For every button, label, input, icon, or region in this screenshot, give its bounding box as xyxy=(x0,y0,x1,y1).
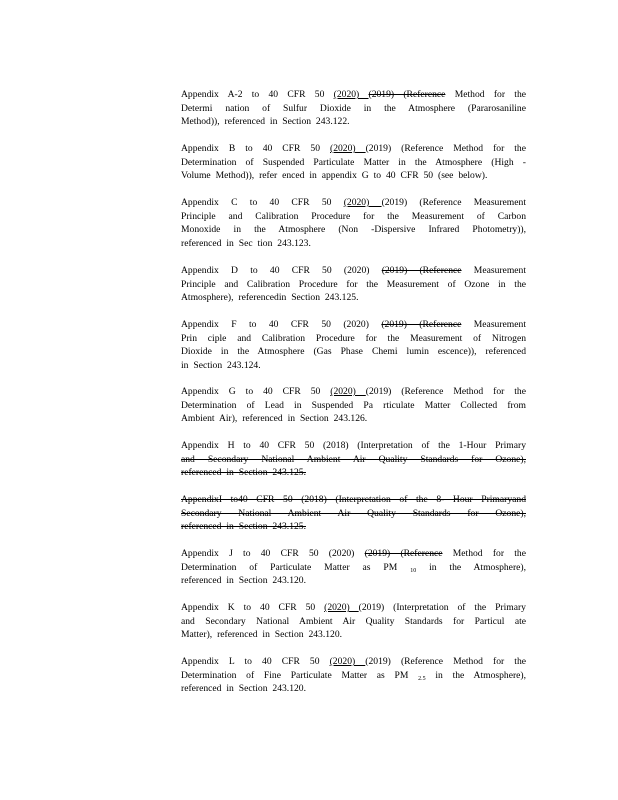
text-segment: Appendix K to 40 CFR 50 xyxy=(181,602,325,613)
text-line xyxy=(181,196,526,210)
text-segment: Prin ciple and Calibration Procedure for the Measurement of Nitrogen xyxy=(181,332,526,344)
text-segment: Appendix A-2 to 40 CFR 50 xyxy=(181,89,334,100)
text-line xyxy=(181,223,526,237)
text-line xyxy=(181,547,526,561)
deleted-text: (2019) (Reference xyxy=(381,265,462,276)
text-segment: Measurement xyxy=(461,319,526,330)
text-line xyxy=(181,439,526,453)
text-segment: Appendix G to 40 CFR 50 xyxy=(181,386,331,397)
paragraph-appendix-d xyxy=(181,264,526,305)
text-line xyxy=(181,210,526,224)
text-line xyxy=(181,115,526,129)
text-line xyxy=(181,385,526,399)
text-segment: Method for the xyxy=(442,548,526,559)
deleted-text: AppendixI to40 CFR 50 (2018) (Interpretation of the 8- Hour Primaryand xyxy=(181,494,526,505)
paragraph-appendix-a2 xyxy=(181,88,526,129)
deleted-text: (2019) (Reference xyxy=(364,548,443,559)
paragraph-appendix-j xyxy=(181,547,526,588)
paragraph-appendix-f xyxy=(181,318,526,372)
text-segment: (2019) (Reference Method for the xyxy=(365,143,526,154)
text-segment: referenced in Sec tion 243.123. xyxy=(181,237,311,249)
text-segment: in the Atmosphere), xyxy=(425,669,526,681)
text-line xyxy=(181,237,526,251)
text-line xyxy=(181,291,526,305)
text-segment: Determination of Suspended Particulate Matter in the Atmosphere (High - xyxy=(181,156,526,168)
text-segment: Appendix L to 40 CFR 50 xyxy=(181,656,330,667)
text-line xyxy=(181,102,526,116)
text-segment: Principle and Calibration Procedure for the Measurement of Carbon xyxy=(181,210,526,222)
text-segment: referenced in Section 243.120. xyxy=(181,683,306,695)
text-segment: Atmosphere), referencedin Section 243.125. xyxy=(181,292,359,304)
text-segment: and Secondary National Ambient Air Quality Standards for Particul ate xyxy=(181,615,526,627)
subscript-text: 2.5 xyxy=(418,675,426,682)
inserted-text: (2020) xyxy=(329,656,366,667)
deleted-text: and Secondary National Ambient Air Quality Standards for Ozone), xyxy=(181,453,526,465)
text-line xyxy=(181,156,526,170)
inserted-text: (2020) xyxy=(330,143,366,154)
inserted-text: (2020) xyxy=(343,197,382,208)
text-line xyxy=(181,520,526,534)
text-segment: in the Atmosphere), xyxy=(416,561,526,573)
text-line xyxy=(181,412,526,426)
text-segment: (2019) (Reference Method for the xyxy=(365,656,527,667)
text-segment: Matter), referenced in Section 243.120. xyxy=(181,629,343,641)
text-segment: Determination of Lead in Suspended Pa rticulate Matter Collected from xyxy=(181,399,526,411)
text-segment: referenced in Section 243.120. xyxy=(181,575,306,587)
text-segment: Appendix F to 40 CFR 50 (2020) xyxy=(181,319,382,330)
text-segment: Ambient Air), referenced in Section 243.126. xyxy=(181,413,368,425)
text-line xyxy=(181,453,526,467)
text-segment: Method for the xyxy=(445,89,527,100)
text-line xyxy=(181,278,526,292)
inserted-text: (2020) xyxy=(324,602,359,613)
deleted-text: (2019) (Reference xyxy=(368,89,446,100)
text-segment: Method)), referenced in Section 243.122. xyxy=(181,116,350,128)
text-segment: Determi nation of Sulfur Dioxide in the Atmosphere (Pararosaniline xyxy=(181,102,526,114)
text-line xyxy=(181,359,526,373)
text-segment: Determination of Fine Particulate Matter as PM xyxy=(181,669,419,681)
text-line xyxy=(181,493,526,507)
text-line xyxy=(181,682,526,696)
text-segment: (2019) (Reference Method for the xyxy=(365,386,526,397)
text-line xyxy=(181,332,526,346)
subscript-text: 10 xyxy=(410,567,417,574)
text-segment: Appendix D to 40 CFR 50 (2020) xyxy=(181,265,382,276)
text-line xyxy=(181,601,526,615)
paragraph-appendix-g xyxy=(181,385,526,426)
text-segment: Monoxide in the Atmosphere (Non -Dispersive Infrared Photometry)), xyxy=(181,224,526,236)
text-segment: Dioxide in the Atmosphere (Gas Phase Chemi lumin escence)), referenced xyxy=(181,346,526,358)
text-line xyxy=(181,318,526,332)
text-line xyxy=(181,142,526,156)
text-line xyxy=(181,615,526,629)
text-line xyxy=(181,561,526,575)
paragraph-appendix-l xyxy=(181,655,526,696)
text-line xyxy=(181,264,526,278)
deleted-text: Secondary National Ambient Air Quality Standards for Ozone), xyxy=(181,507,526,519)
text-line xyxy=(181,399,526,413)
text-line xyxy=(181,655,526,669)
deleted-text: (2019) (Reference xyxy=(381,319,462,330)
text-line xyxy=(181,88,526,102)
text-line xyxy=(181,169,526,183)
paragraph-appendix-c xyxy=(181,196,526,250)
paragraph-appendix-k xyxy=(181,601,526,642)
text-line xyxy=(181,669,526,683)
text-segment: (2019) (Interpretation of the Primary xyxy=(358,602,526,613)
deleted-text: referenced in Section 243.125. xyxy=(181,521,306,533)
text-segment: in Section 243.124. xyxy=(181,359,261,371)
text-segment: Appendix C to 40 CFR 50 xyxy=(181,197,344,208)
text-segment: (2019) (Reference Measurement xyxy=(381,197,526,208)
inserted-text: (2020) xyxy=(333,89,369,100)
text-line xyxy=(181,574,526,588)
text-line xyxy=(181,507,526,521)
text-line xyxy=(181,345,526,359)
paragraph-appendix-b xyxy=(181,142,526,183)
text-segment: Appendix B to 40 CFR 50 xyxy=(181,143,331,154)
inserted-text: (2020) xyxy=(330,386,366,397)
text-segment: Principle and Calibration Procedure for the Measurement of Ozone in the xyxy=(181,278,526,290)
text-segment: Determination of Particulate Matter as PM xyxy=(181,561,411,573)
paragraph-appendix-i xyxy=(181,493,526,534)
paragraph-appendix-h xyxy=(181,439,526,480)
text-line xyxy=(181,628,526,642)
deleted-text: referenced in Section 243.125. xyxy=(181,467,306,479)
text-segment: Appendix J to 40 CFR 50 (2020) xyxy=(181,548,365,559)
text-line xyxy=(181,466,526,480)
text-segment: Volume Method)), refer enced in appendix G to 40 CFR 50 (see below). xyxy=(181,170,488,182)
text-segment: Measurement xyxy=(461,265,526,276)
text-segment: Appendix H to 40 CFR 50 (2018) (Interpretation of the 1-Hour Primary xyxy=(181,440,526,451)
